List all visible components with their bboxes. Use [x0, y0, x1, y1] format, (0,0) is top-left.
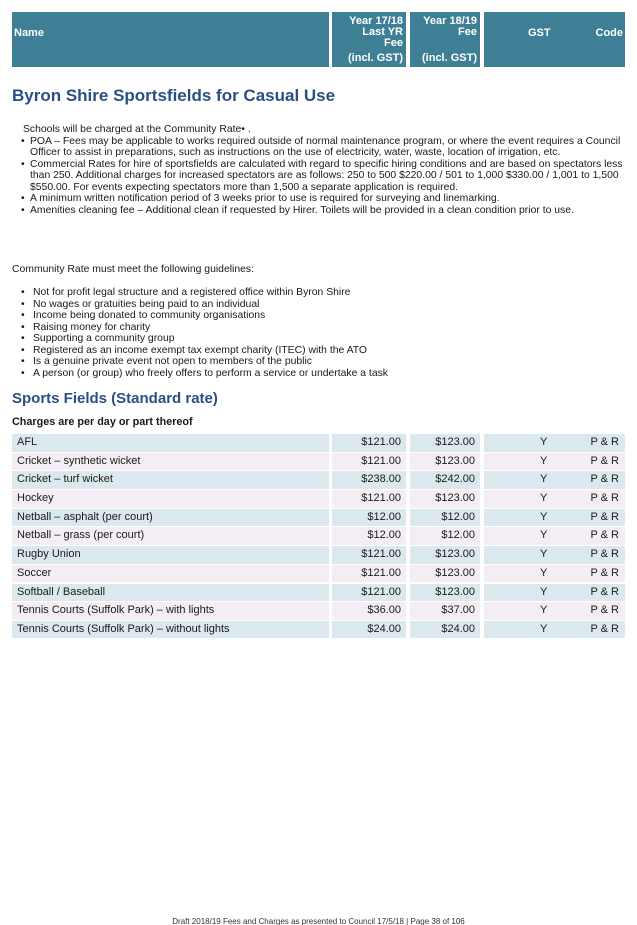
table-row — [12, 490, 625, 509]
row-gst: Y — [540, 492, 548, 505]
header-year1819-line: Fee — [458, 26, 477, 38]
row-fee-1819: $24.00 — [410, 621, 480, 639]
row-code: P & R — [590, 436, 619, 448]
row-code: P & R — [590, 622, 619, 635]
table-row — [12, 434, 625, 453]
intro-notes — [12, 124, 624, 216]
row-fee-1718: $12.00 — [332, 509, 406, 527]
table-header — [12, 12, 625, 67]
row-gst: Y — [540, 622, 548, 635]
row-name: Softball / Baseball — [12, 584, 329, 602]
list-item-text: Is a genuine private event not open to members of the public — [33, 356, 312, 367]
row-fee-1819: $123.00 — [410, 490, 480, 508]
list-item-text: A minimum written notification period of 3 weeks prior to use is required for surveying and linemarking. — [30, 193, 500, 204]
intro-first-line: Schools will be charged at the Community Rate• . — [23, 124, 251, 135]
header-year1819-line: Year 18/19 — [423, 15, 477, 27]
row-name: Tennis Courts (Suffolk Park) – without lights — [12, 621, 329, 639]
row-fee-1718: $121.00 — [332, 584, 406, 602]
list-item — [12, 310, 624, 322]
row-gst: Y — [540, 548, 548, 561]
row-gst: Y — [540, 585, 548, 598]
list-item — [12, 356, 624, 368]
header-gst-code-cell — [484, 12, 625, 67]
row-code: P & R — [590, 566, 619, 579]
row-gst: Y — [540, 473, 548, 486]
table-row — [12, 602, 625, 621]
header-year1718-cell — [332, 12, 406, 67]
header-year1718-sub: (incl. GST) — [348, 52, 403, 64]
row-gst-code-cell — [484, 565, 625, 583]
list-item — [12, 193, 624, 205]
header-year1718-line: Fee — [384, 37, 403, 49]
row-fee-1718: $36.00 — [332, 602, 406, 620]
section-title: Sports Fields (Standard rate) — [12, 390, 218, 407]
row-name: AFL — [12, 434, 329, 452]
row-fee-1718: $121.00 — [332, 565, 406, 583]
row-gst-code-cell — [484, 602, 625, 620]
list-item-text: POA – Fees may be applicable to works required outside of normal maintenance program, or where the event requires a Council Officer to assist in preparations, such as instructions on the use of electricity, water, waste, location of irrigation, etc. — [30, 135, 621, 158]
list-item — [12, 368, 624, 380]
row-code: P & R — [590, 529, 619, 542]
list-item — [12, 287, 624, 299]
table-row — [12, 453, 625, 472]
row-gst: Y — [540, 604, 548, 617]
list-item-text: Supporting a community group — [33, 333, 175, 344]
bullet-icon: • — [21, 356, 25, 367]
row-fee-1718: $121.00 — [332, 546, 406, 564]
row-gst-code-cell — [484, 453, 625, 471]
list-item-text: Amenities cleaning fee – Additional clean if requested by Hirer. Toilets will be provided in a clean condition prior to use. — [30, 204, 574, 216]
bullet-icon: • — [21, 158, 25, 170]
bullet-icon: • — [21, 367, 25, 379]
row-fee-1819: $123.00 — [410, 546, 480, 564]
row-code: P & R — [590, 454, 619, 467]
list-item — [12, 205, 624, 217]
row-name: Soccer — [12, 565, 329, 583]
row-code: P & R — [590, 492, 619, 505]
section-subtitle: Charges are per day or part thereof — [12, 416, 193, 428]
row-fee-1718: $121.00 — [332, 453, 406, 471]
header-name: Name — [14, 27, 44, 39]
row-fee-1718: $121.00 — [332, 434, 406, 452]
row-fee-1718: $121.00 — [332, 490, 406, 508]
header-year1718-line: Last YR — [362, 26, 403, 38]
table-row — [12, 565, 625, 584]
bullet-icon: • — [21, 298, 25, 310]
table-row — [12, 471, 625, 490]
row-fee-1718: $238.00 — [332, 471, 406, 489]
row-gst: Y — [540, 454, 548, 467]
page-footer: Draft 2018/19 Fees and Charges as presented to Council 17/5/18 | Page 38 of 106 — [172, 917, 465, 925]
list-item-text: Income being donated to community organisations — [33, 310, 266, 321]
fees-table-body — [12, 434, 625, 640]
row-name: Hockey — [12, 490, 329, 508]
row-name: Netball – grass (per court) — [12, 527, 329, 545]
table-row — [12, 584, 625, 603]
header-year1718-line: Year 17/18 — [349, 15, 403, 27]
bullet-icon: • — [21, 193, 25, 204]
bullet-icon: • — [21, 287, 25, 298]
row-name: Cricket – synthetic wicket — [12, 453, 329, 471]
row-gst-code-cell — [484, 527, 625, 545]
row-gst: Y — [540, 529, 548, 542]
row-name: Tennis Courts (Suffolk Park) – with lights — [12, 602, 329, 620]
page-title: Byron Shire Sportsfields for Casual Use — [12, 86, 336, 105]
row-fee-1819: $123.00 — [410, 565, 480, 583]
list-item-text: Commercial Rates for hire of sportsfields are calculated with regard to specific hiring conditions and are based on spectators less than 250. Additional charges for increased spectators are as follows: 250 to 500 $220.00 / 501 to 1,000 $330.00 / 1,001 to 1,500 $550.00. For events expecting spectators more than 1,500 a separate application is required. — [30, 158, 623, 193]
list-item — [12, 345, 624, 357]
header-year1819-sub: (incl. GST) — [422, 52, 477, 64]
bullet-icon: • — [21, 344, 25, 356]
row-fee-1819: $12.00 — [410, 509, 480, 527]
row-gst-code-cell — [484, 471, 625, 489]
header-gst: GST — [528, 27, 551, 39]
row-name: Cricket – turf wicket — [12, 471, 329, 489]
row-fee-1819: $12.00 — [410, 527, 480, 545]
row-name: Rugby Union — [12, 546, 329, 564]
row-gst-code-cell — [484, 490, 625, 508]
row-gst-code-cell — [484, 546, 625, 564]
list-item-text: Raising money for charity — [33, 321, 151, 333]
list-item — [12, 159, 624, 194]
table-row — [12, 527, 625, 546]
row-fee-1718: $12.00 — [332, 527, 406, 545]
row-gst-code-cell — [484, 434, 625, 452]
list-item — [12, 299, 624, 311]
row-gst: Y — [540, 566, 548, 579]
row-fee-1819: $37.00 — [410, 602, 480, 620]
row-code: P & R — [590, 473, 619, 486]
row-fee-1819: $242.00 — [410, 471, 480, 489]
row-gst-code-cell — [484, 509, 625, 527]
row-fee-1718: $24.00 — [332, 621, 406, 639]
bullet-icon: • — [21, 310, 25, 321]
row-gst: Y — [540, 510, 548, 523]
header-year1819-cell — [410, 12, 480, 67]
header-code: Code — [595, 27, 623, 39]
list-item — [12, 322, 624, 334]
bullet-icon: • — [21, 321, 25, 333]
row-gst-code-cell — [484, 584, 625, 602]
table-row — [12, 546, 625, 565]
list-item-text: No wages or gratuities being paid to an individual — [33, 298, 260, 310]
row-fee-1819: $123.00 — [410, 584, 480, 602]
row-code: P & R — [590, 548, 619, 561]
row-gst-code-cell — [484, 621, 625, 639]
row-name: Netball – asphalt (per court) — [12, 509, 329, 527]
row-fee-1819: $123.00 — [410, 453, 480, 471]
table-row — [12, 621, 625, 640]
row-code: P & R — [590, 510, 619, 523]
row-fee-1819: $123.00 — [410, 434, 480, 452]
list-item — [12, 136, 624, 159]
bullet-icon: • — [21, 204, 25, 216]
guidelines-list — [12, 287, 624, 379]
list-item-text: A person (or group) who freely offers to perform a service or undertake a task — [33, 367, 388, 379]
intro-bullet-list — [12, 136, 624, 217]
list-item-text: Not for profit legal structure and a registered office within Byron Shire — [33, 287, 351, 298]
list-item-text: Registered as an income exempt tax exempt charity (ITEC) with the ATO — [33, 344, 367, 356]
row-gst: Y — [540, 436, 548, 448]
guidelines-title: Community Rate must meet the following guidelines: — [12, 264, 254, 275]
bullet-icon: • — [21, 333, 25, 344]
header-name-cell — [12, 12, 329, 67]
row-code: P & R — [590, 585, 619, 598]
list-item — [12, 333, 624, 345]
table-row — [12, 509, 625, 528]
bullet-icon: • — [21, 135, 25, 147]
row-code: P & R — [590, 604, 619, 617]
